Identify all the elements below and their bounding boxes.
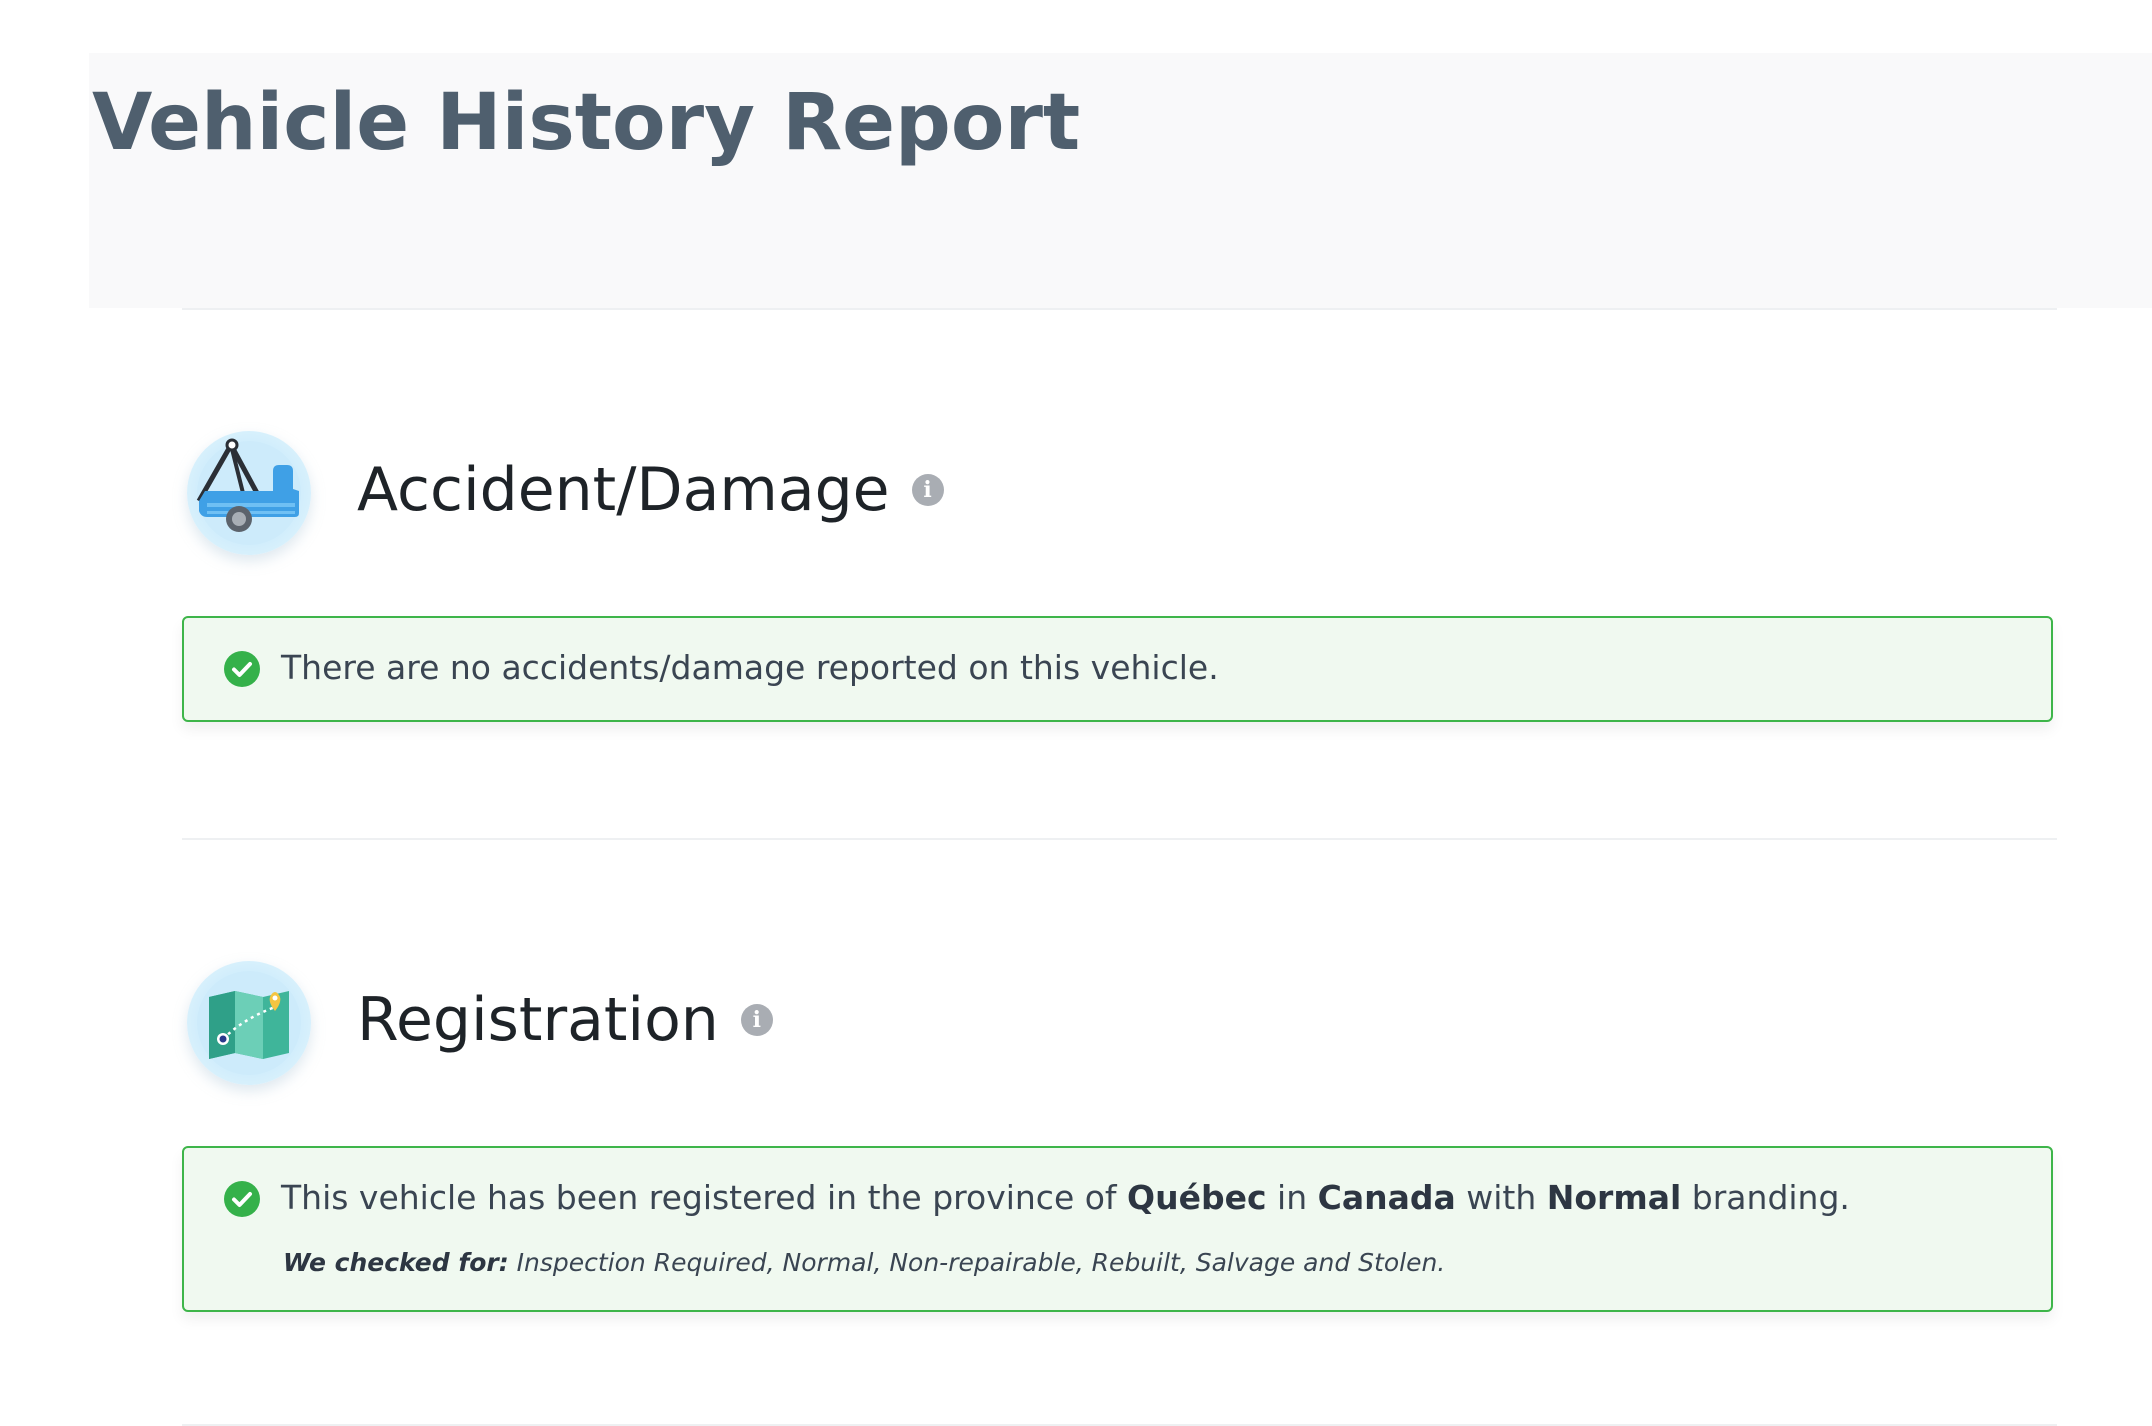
divider — [182, 838, 2057, 840]
country-value: Canada — [1317, 1178, 1456, 1217]
accident-status-box — [182, 616, 2053, 722]
registration-status-text — [281, 1178, 1850, 1217]
province-value: Québec — [1127, 1178, 1267, 1217]
status-text-part: with — [1455, 1178, 1547, 1217]
section-title-accident-damage — [357, 455, 944, 525]
status-text-part: in — [1266, 1178, 1318, 1217]
status-text-part: This vehicle has been registered in the province of — [281, 1178, 1128, 1217]
registration-status-box — [182, 1146, 2053, 1312]
tow-truck-icon — [187, 431, 311, 555]
checked-for-label: We checked for: — [283, 1248, 509, 1277]
divider — [182, 308, 2057, 310]
page-title: Vehicle History Report — [92, 78, 1081, 168]
checked-for-items: Inspection Required, Normal, Non-repairable, Rebuilt, Salvage and Stolen. — [508, 1248, 1446, 1277]
section-title-label: Accident/Damage — [357, 455, 890, 525]
section-title-registration — [357, 985, 773, 1055]
checked-for-line — [283, 1248, 1445, 1277]
map-icon — [187, 961, 311, 1085]
status-text-part: branding. — [1681, 1178, 1850, 1217]
branding-value: Normal — [1546, 1178, 1682, 1217]
check-circle-icon — [224, 1181, 260, 1217]
info-icon[interactable]: i — [912, 474, 944, 506]
check-circle-icon — [224, 651, 260, 687]
section-title-label: Registration — [357, 985, 719, 1055]
info-icon[interactable]: i — [741, 1004, 773, 1036]
accident-status-text: There are no accidents/damage reported on this vehicle. — [281, 648, 1219, 687]
